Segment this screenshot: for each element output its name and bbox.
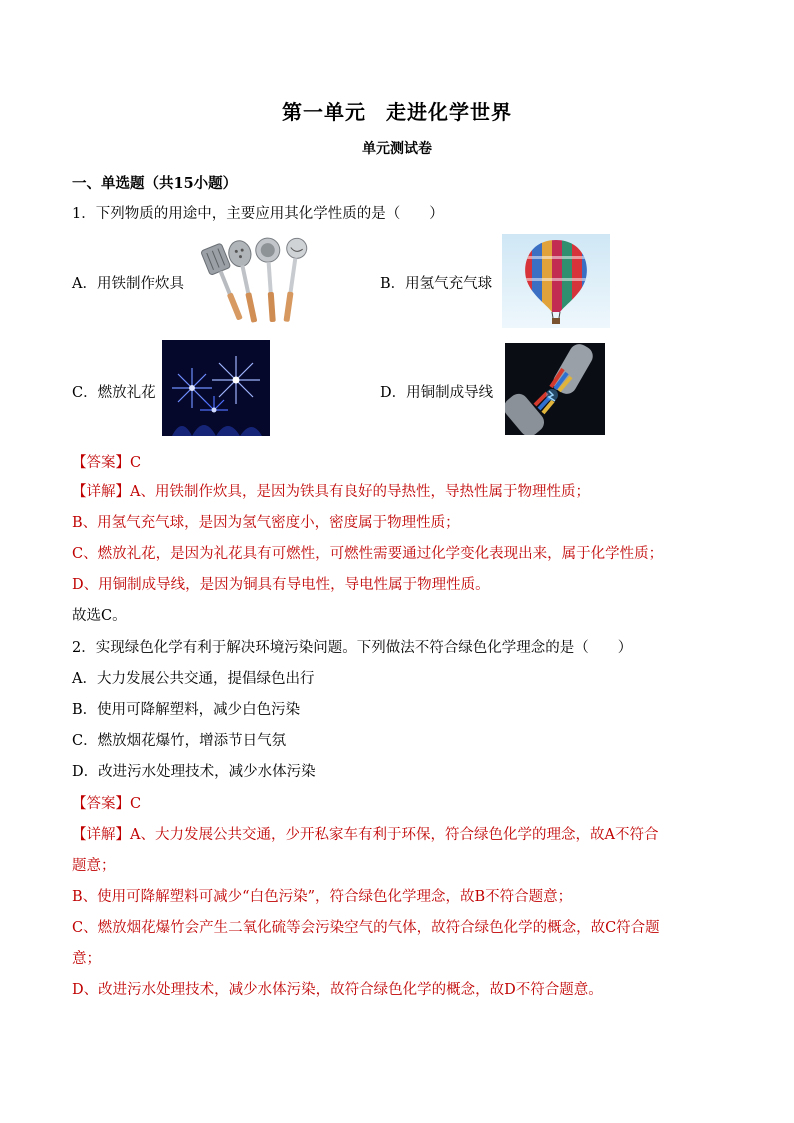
page-subtitle: 单元测试卷 (362, 141, 432, 157)
question-2-answer: 【答案】C (72, 796, 142, 812)
question-2-detail-line: D、改进污水处理技术，减少水体污染，故符合绿色化学的概念，故D不符合题意。 (72, 982, 603, 998)
kitchen-utensils-image (196, 232, 308, 330)
question-2-detail-line: C、燃放烟花爆竹会产生二氧化硫等会污染空气的气体，故符合绿色化学的概念，故C符合题 (72, 920, 660, 936)
title-unit: 第一单元 (282, 100, 366, 124)
section-heading: 一、单选题（共15小题） (72, 175, 238, 192)
question-1-stem: 1．下列物质的用途中，主要应用其化学性质的是（ ） (72, 206, 444, 222)
question-2-stem: 2．实现绿色化学有利于解决环境污染问题。下列做法不符合绿色化学理念的是（ ） (72, 640, 633, 656)
question-1-detail-line: B、用氢气充气球，是因为氢气密度小，密度属于物理性质； (72, 515, 460, 531)
question-2-option-a: A．大力发展公共交通，提倡绿色出行 (72, 671, 315, 687)
question-2-detail-line: 【详解】A、大力发展公共交通，少开私家车有利于环保，符合绿色化学的理念，故A不符合 (72, 827, 659, 843)
page-title (0, 96, 794, 125)
question-2-option-b: B．使用可降解塑料，减少白色污染 (72, 702, 301, 718)
question-1-option-c: C．燃放礼花 (72, 385, 156, 401)
question-1-option-d: D．用铜制成导线 (380, 385, 494, 401)
question-1-detail-line: D、用铜制成导线，是因为铜具有导电性，导电性属于物理性质。 (72, 577, 490, 593)
copper-wires-image (505, 343, 605, 435)
question-1-option-a: A．用铁制作炊具 (72, 276, 184, 292)
question-2-detail-line: B、使用可降解塑料可减少“白色污染”，符合绿色化学理念，故B不符合题意； (72, 889, 573, 905)
question-2-option-c: C．燃放烟花爆竹，增添节日气氛 (72, 733, 287, 749)
question-1-option-b: B．用氢气充气球 (380, 276, 493, 292)
question-2-detail-line: 意； (72, 951, 101, 967)
question-1-detail-line: C、燃放礼花，是因为礼花具有可燃性，可燃性需要通过化学变化表现出来，属于化学性质； (72, 546, 664, 562)
fireworks-image (162, 340, 270, 436)
question-2-option-d: D．改进污水处理技术，减少水体污染 (72, 764, 316, 780)
title-topic: 走进化学世界 (386, 100, 512, 124)
question-1-conclusion: 故选C。 (72, 608, 127, 624)
hot-air-balloon-image (502, 234, 610, 328)
question-1-answer: 【答案】C (72, 455, 142, 471)
question-2-detail-line: 题意； (72, 858, 116, 874)
question-1-detail-line: 【详解】A、用铁制作炊具，是因为铁具有良好的导热性，导热性属于物理性质； (72, 484, 590, 500)
